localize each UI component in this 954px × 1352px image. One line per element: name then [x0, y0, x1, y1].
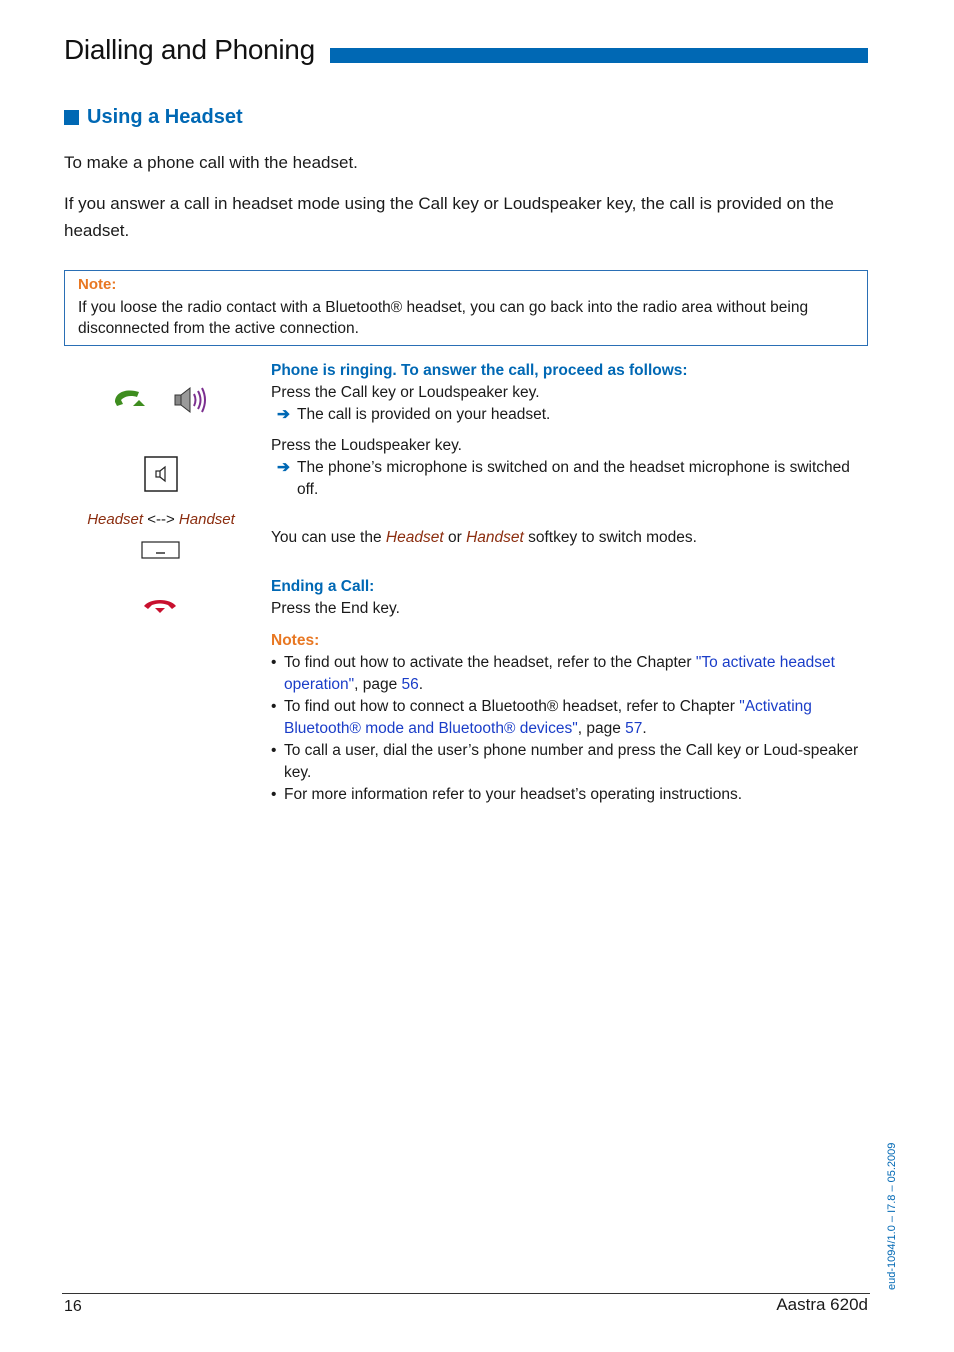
- notes-heading: Notes:: [271, 632, 320, 649]
- document-code: eud-1094/1.0 – I7.8 – 05.2009: [886, 1142, 898, 1290]
- list-item: [271, 652, 861, 696]
- note-2-text: To find out how to connect a Bluetooth® headset, refer to Chapter: [284, 698, 740, 715]
- call-key-icon: [111, 386, 147, 412]
- chapter-title-bar: [330, 48, 868, 63]
- page-number: 16: [64, 1298, 82, 1315]
- note-3-text: To call a user, dial the user’s phone number and press the Call key or Loud-speaker key.: [284, 742, 859, 781]
- note-1-text: To find out how to activate the headset, refer to the Chapter: [284, 654, 696, 671]
- softkey-label-handset: Handset: [178, 511, 235, 528]
- note-2-page-prefix: , page: [577, 720, 626, 737]
- ringing-block: [271, 360, 861, 426]
- note-box: [64, 270, 868, 346]
- link-bluetooth-mode[interactable]: "Activating Bluetooth® mode and Bluetooth® devices": [284, 698, 812, 737]
- loudspeaker-block: [271, 435, 861, 501]
- intro-paragraph-1: To make a phone call with the headset.: [64, 153, 358, 172]
- ending-heading: Ending a Call:: [271, 578, 375, 595]
- softkey-text-post: softkey to switch modes.: [523, 529, 697, 546]
- note-1-period: .: [418, 676, 424, 693]
- loudspeaker-key-icon: [144, 456, 178, 492]
- softkey-icon: [141, 541, 180, 559]
- note-4-text: For more information refer to your headset’s operating instructions.: [284, 786, 743, 803]
- intro-paragraph-2: If you answer a call in headset mode using the Call key or Loudspeaker key, the call is provided on the headset.: [64, 194, 834, 240]
- list-item: [271, 740, 861, 784]
- list-item: [271, 696, 861, 740]
- bullet-icon: •: [271, 742, 277, 759]
- note-1-page-prefix: , page: [354, 676, 402, 693]
- softkey-label-separator: <-->: [143, 511, 179, 528]
- bullet-icon: •: [271, 654, 277, 671]
- section-title: Using a Headset: [87, 106, 243, 128]
- notes-block: [271, 630, 861, 806]
- footer-rule: [62, 1293, 870, 1294]
- bullet-icon: •: [271, 698, 277, 715]
- softkey-text-pre: You can use the: [271, 529, 386, 546]
- softkey-text-mid: or: [443, 529, 467, 546]
- link-headset-operation[interactable]: "To activate headset operation": [284, 654, 835, 693]
- section-heading: [64, 106, 243, 129]
- list-item: [271, 784, 861, 806]
- loudspeaker-step: Press the Loudspeaker key.: [271, 437, 462, 454]
- section-square-icon: [64, 110, 79, 125]
- ending-block: [271, 576, 861, 620]
- softkey-text-handset: Handset: [466, 529, 524, 546]
- link-page-57[interactable]: 57: [625, 720, 643, 737]
- loudspeaker-result: The phone’s microphone is switched on and the headset microphone is switched off.: [297, 459, 850, 498]
- result-arrow-icon: ➔: [277, 406, 290, 423]
- chapter-title: Dialling and Phoning: [64, 34, 315, 65]
- softkey-label-headset: Headset: [87, 511, 144, 528]
- link-page-56[interactable]: 56: [401, 676, 419, 693]
- loudspeaker-result-line: [271, 457, 861, 501]
- softkey-label: [64, 511, 258, 528]
- note-text: If you loose the radio contact with a Bluetooth® headset, you can go back into the radio area without being disconnected from the active connection.: [78, 299, 809, 337]
- notes-list: [271, 652, 861, 806]
- softkey-description: [271, 527, 861, 549]
- end-key-icon: [142, 596, 178, 616]
- note-label: Note:: [78, 276, 117, 293]
- ringing-result-line: [271, 404, 861, 426]
- ringing-heading: Phone is ringing. To answer the call, proceed as follows:: [271, 362, 688, 379]
- ending-step: Press the End key.: [271, 600, 400, 617]
- bullet-icon: •: [271, 786, 277, 803]
- product-name: Aastra 620d: [776, 1295, 868, 1314]
- note-2-period: .: [642, 720, 647, 737]
- softkey-text-headset: Headset: [385, 529, 444, 546]
- result-arrow-icon: ➔: [277, 459, 290, 476]
- loudspeaker-icon: [172, 385, 208, 415]
- ringing-step: Press the Call key or Loudspeaker key.: [271, 384, 540, 401]
- ringing-result: The call is provided on your headset.: [297, 406, 551, 423]
